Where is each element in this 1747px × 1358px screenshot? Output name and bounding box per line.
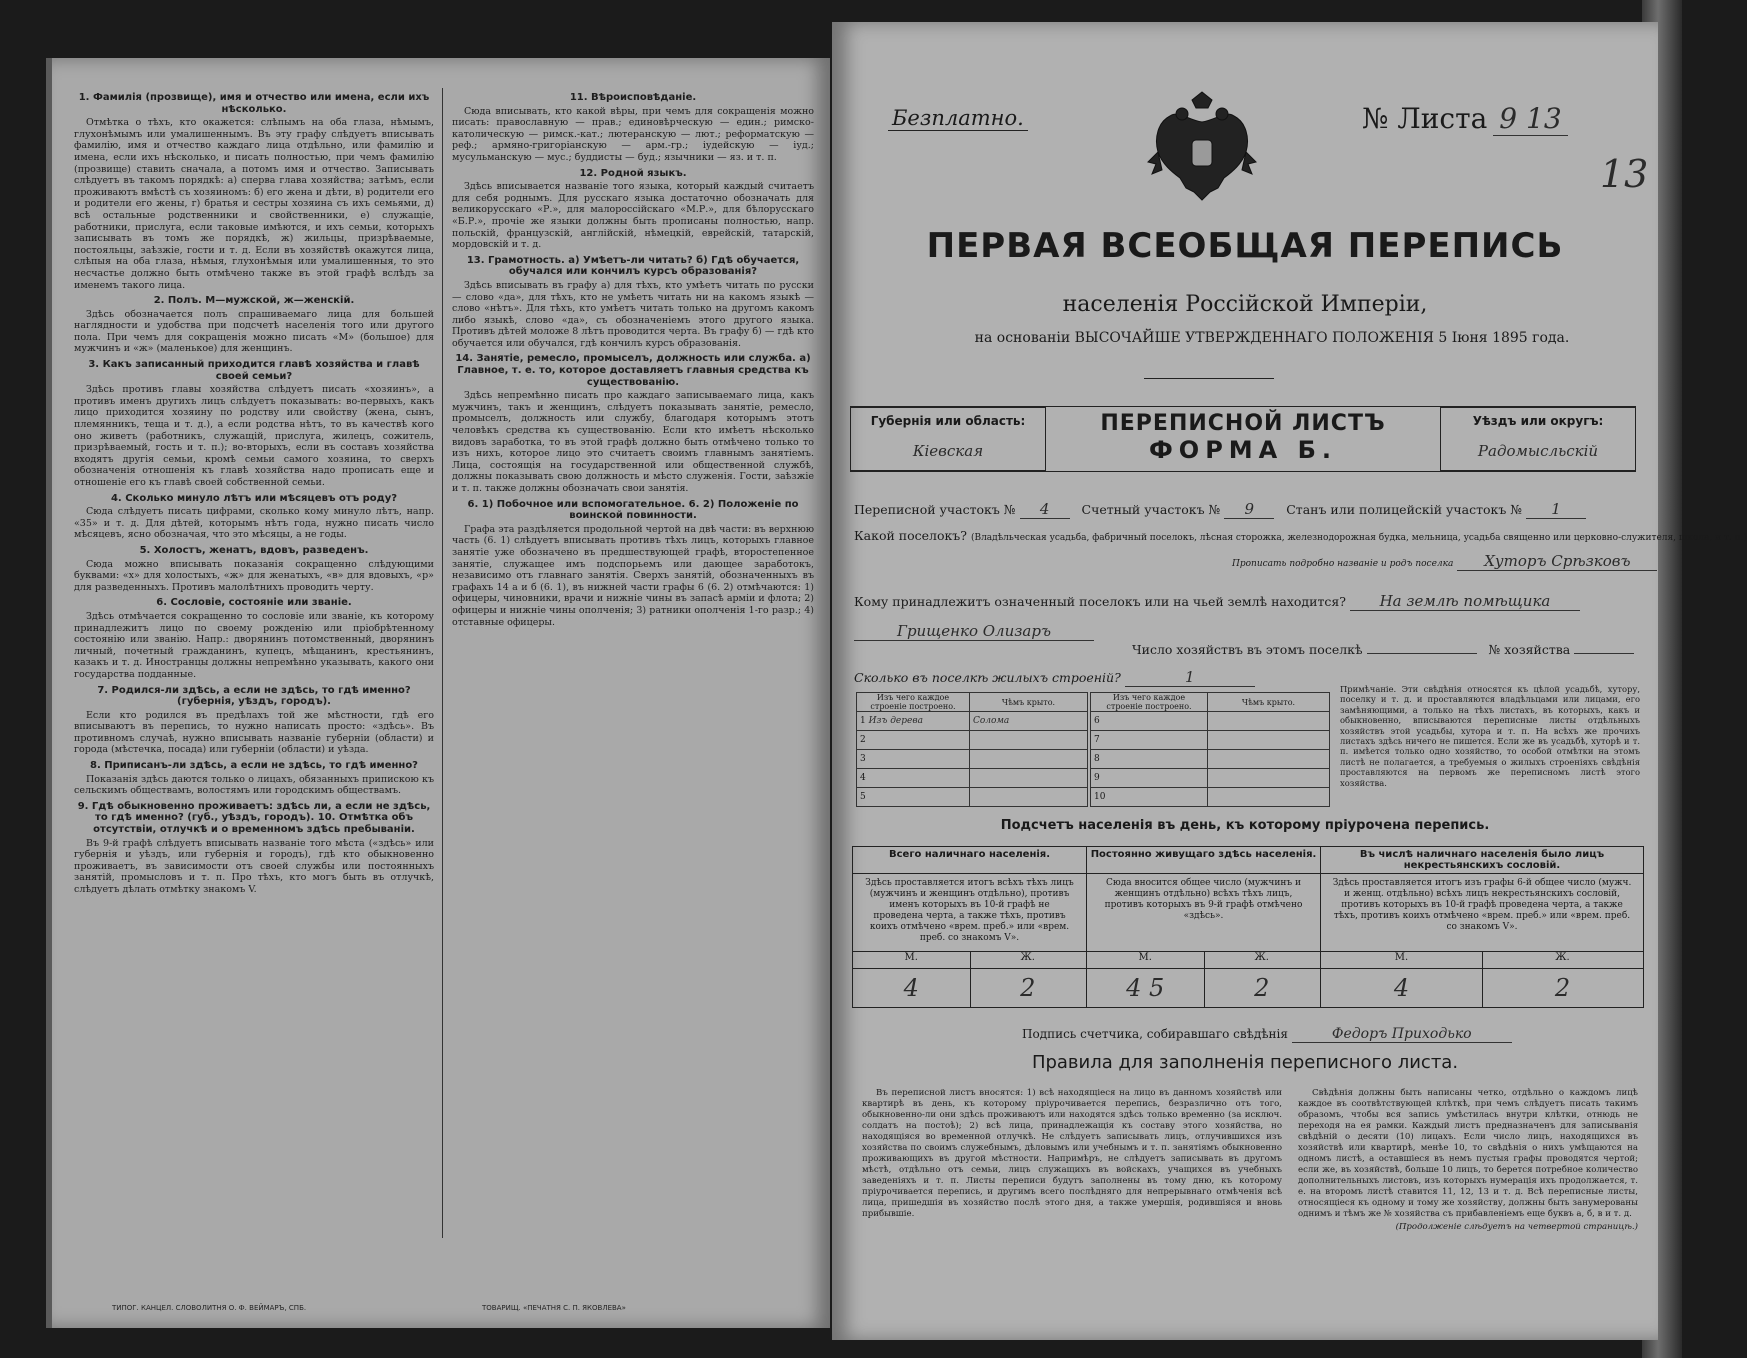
male-label: М.	[1087, 952, 1204, 969]
instruction-text: Графа эта раздѣляется продольной чертой на двѣ части: въ верхнюю часть (6. 1) слѣдуетъ вписывать противъ тѣхъ лицъ, которыхъ главное занятіе уже обозначено въ предшествующей графѣ, второстепенное занятіе, служащее имъ подспорьемъ или дающее заработокъ, независимо отъ главнаго занятія. Сверхъ занятій, обозначенныхъ въ графахъ 14 а и б (6. 1), въ нижней части графы 6 (6. 2) отмѣчаются: 1) офицеры, чиновники, врачи и нижніе чины въ запасѣ арміи и флота; 2) офицеры и нижніе чины ополченія; 3) ратники ополченія 1-го разр.; 4) отставные офицеры.	[452, 523, 814, 628]
female-count[interactable]: 2	[1020, 974, 1036, 1002]
row-number: 9	[1094, 773, 1100, 783]
dwellings-value[interactable]: 1	[1125, 668, 1255, 687]
printer-imprint-left: ТИПОГ. КАНЦЕЛ. СЛОВОЛИТНЯ О. Ф. ВЕЙМАРЪ, СПБ.	[112, 1304, 307, 1312]
male-label: М.	[1321, 952, 1482, 969]
left-instructions-page	[46, 58, 830, 1328]
census-form-page	[832, 22, 1747, 1340]
column-header: Въ числѣ наличнаго населенія было лицъ некрестьянскихъ сословій.	[1321, 847, 1643, 874]
instruction-text: Въ 9-й графѣ слѣдуетъ вписывать названіе того мѣста («здѣсь» или губернія и уѣздъ, или губернія и городъ), гдѣ кто обыкновенно проживаетъ, въ зависимости отъ своей службы или постоянныхъ занятій, промысловъ и т. п. Про тѣхъ, кто могъ быть въ отлучкѣ, слѣдуетъ дѣлать отмѣтку знакомъ V.	[74, 837, 434, 895]
owner-line-2	[854, 622, 1094, 641]
free-of-charge-label: Безплатно.	[888, 106, 1028, 131]
building-type[interactable]: Изъ дерева	[868, 716, 923, 726]
table-row	[857, 750, 1088, 769]
instruction-heading: 8. Приписанъ-ли здѣсь, а если не здѣсь, то гдѣ именно?	[90, 760, 418, 772]
instruction-heading: 9. Гдѣ обыкновенно проживаетъ: здѣсь ли, а если не здѣсь, то гдѣ именно? (губ., уѣздъ, городъ). 10. Отмѣтка объ отсутствіи, отлучкѣ и о временномъ здѣсь пребываніи.	[77, 800, 431, 836]
form-header-box	[850, 406, 1636, 472]
instruction-heading: 11. Вѣроисповѣданіе.	[569, 92, 697, 103]
settlement-value[interactable]: Хуторъ Срѣзковъ	[1457, 552, 1657, 571]
table-row	[1091, 712, 1330, 731]
instruction-text: Здѣсь обозначается полъ спрашиваемаго лица для большей наглядности и удобства при подсчетѣ населенія того или другого пола. При чемъ для сокращенія можно писать «М» (большое) для мужчинъ и «ж» (маленькое) для женщинъ.	[74, 308, 434, 355]
form-title-block	[1050, 407, 1436, 464]
form-title: ПЕРЕПИСНОЙ ЛИСТЪ	[1100, 411, 1386, 436]
instruction-heading: 6. 1) Побочное или вспомогательное. 6. 2) Положеніе по воинской повинности.	[467, 498, 799, 522]
buildings-roof-header: Чѣмъ крыто.	[970, 693, 1088, 712]
female-count[interactable]: 2	[1254, 974, 1270, 1002]
table-row	[1091, 769, 1330, 788]
instruction-text: Отмѣтка о тѣхъ, кто окажется: слѣпымъ на оба глаза, нѣмымъ, глухонѣмымъ или умалишеннымъ. Въ эту графу слѣдуетъ вписывать фамилію, имя и отчество каждаго лица отдѣльно, или фамилію и имена, если ихъ нѣсколько, и писать полностью, при чемъ фамилію (прозвище) ставить сначала, а потомъ имя и отчество. Записывать слѣдуетъ въ такомъ порядкѣ: а) сперва глава хозяйства; затѣмъ, если проживаютъ вмѣстѣ съ хозяиномъ: б) его жена и дѣти, в) родители его и родители его жены, г) братья и сестры хозяина съ ихъ семьями, д) всѣ остальные родственники и свойственники, е) служащіе, работники, прислуга, если таковые имѣются, и ихъ семьи, которыхъ записывать въ томъ же порядкѣ, ж) жильцы, призрѣваемые, постояльцы, заѣзжіе, гости и т. д. Если въ хозяйствѣ окажутся лица, слѣпыя на оба глаза, нѣмыя, глухонѣмыя или умалишенныя, то это несчастье должно быть отмѣчено также въ этой графѣ вслѣдъ за именемъ такого лица.	[74, 117, 434, 291]
rules-title: Правила для заполненія переписного листа.	[1031, 1052, 1459, 1073]
buildings-table-right	[1090, 692, 1330, 807]
province-value[interactable]: Кіевская	[912, 442, 984, 460]
rules-column-1	[862, 1088, 1282, 1222]
printer-imprint-right: ТОВАРИЩ. «ПЕЧАТНЯ С. П. ЯКОВЛЕВА»	[482, 1304, 626, 1312]
non-peasant-population-column	[1321, 847, 1643, 1007]
table-row	[857, 769, 1088, 788]
settlement-hint-2: Прописать подробно названіе и родъ поселка	[1232, 559, 1454, 569]
instruction-heading: 6. Сословіе, состояніе или званіе.	[156, 597, 352, 609]
column-header: Постоянно живущаго здѣсь населенія.	[1087, 847, 1320, 874]
buildings-roof-header: Чѣмъ крыто.	[1208, 693, 1330, 712]
owner-line	[854, 592, 1580, 611]
female-count[interactable]: 2	[1554, 974, 1571, 1002]
population-count-title: Подсчетъ населенія въ день, къ которому пріурочена перепись.	[1000, 818, 1490, 833]
province-label: Губернія или область:	[870, 414, 1026, 428]
province-box	[850, 407, 1046, 471]
present-population-column	[853, 847, 1087, 1007]
count-district-value[interactable]: 9	[1224, 500, 1274, 519]
building-roof[interactable]	[970, 750, 1088, 769]
sheet-number-handwritten: 13	[1600, 152, 1649, 196]
column-divider	[442, 88, 443, 1238]
building-roof[interactable]	[1208, 750, 1330, 769]
instruction-text: Здѣсь вписывать въ графу а) для тѣхъ, кто умѣетъ читать по русски — слово «да», для тѣхъ, кто не умѣетъ читать ни на какомъ языкѣ — слово «нѣтъ». Для тѣхъ, кто умѣетъ читать только на другомъ какомъ либо языкѣ, слово «да», съ обозначеніемъ этого другого языка. Противъ дѣтей моложе 8 лѣтъ проводится черта. Въ графу б) — гдѣ кто обучается или обучался, гдѣ кончилъ курсъ образованія.	[452, 279, 814, 349]
enumerator-signature-line	[1022, 1026, 1512, 1043]
buildings-type-header: Изъ чего каждое строеніе построено.	[857, 693, 970, 712]
rules-text: Въ переписной листъ вносятся: 1) всѣ находящіеся на лицо въ данномъ хозяйствѣ или квартирѣ въ день, къ которому пріурочивается перепись, безразлично отъ того, обыкновенно-ли они здѣсь проживаютъ или находятся здѣсь только временно (за исключ. солдатъ на постоѣ); 2) всѣ лица, принадлежащія къ составу этого хозяйства, но находящіяся во временной отлучкѣ. Не слѣдуетъ записывать лицъ, отлучившихся изъ хозяйства по своимъ служебнымъ, дѣловымъ или учебнымъ и т. п. занятіямъ обыкновенно проживающихъ въ другой мѣстности. Напримѣръ, не слѣдуетъ записывать въ другомъ мѣстѣ, отдѣльно отъ семьи, лицъ служащихъ въ войскахъ, учащихся въ учебныхъ заведеніяхъ и т. п. Листы переписи будутъ заполнены въ тому дню, къ которому пріурочивается перепись, и другимъ всего послѣдняго для непрерывнаго отмѣченія всѣ лица, пришедшія въ хозяйство послѣ этого дня, а также умершія, родившіяся и вновь прибывшіе.	[862, 1088, 1282, 1219]
row-number: 7	[1094, 735, 1100, 745]
female-label: Ж.	[1204, 952, 1321, 969]
male-count[interactable]: 4	[1393, 974, 1410, 1002]
instruction-text: Если кто родился въ предѣлахъ той же мѣстности, гдѣ его вписываютъ въ перепись, то нужно написать просто: «здѣсь». Въ противномъ случаѣ, нужно вписывать названіе губерніи (области) и города (мѣстечка, посада) или губерніи (области) и уѣзда.	[74, 709, 434, 756]
district-label: Уѣздъ или округъ:	[1472, 414, 1604, 428]
female-label: Ж.	[1482, 952, 1643, 969]
instruction-text: Здѣсь противъ главы хозяйства слѣдуетъ писать «хозяинъ», а противъ именъ другихъ лицъ слѣдуетъ показывать: во-первыхъ, какъ лицо приходится хозяину по родству или свойству (жена, сынъ, племянникъ, теща и т. д.), а если родства нѣтъ, то въ качествѣ кого оно живетъ (работникъ, служащій, прислуга, жилецъ, сожитель, призрѣваемый, гость и т. п.); во-вторыхъ, если въ составъ хозяйства входятъ другія семьи, кромѣ семьи самого хозяина, то сверхъ обозначенія отношенія къ главѣ хозяйства надо прописать еще и отношеніе его къ главѣ своей собственной семьи.	[74, 384, 434, 488]
instruction-text: Сюда можно вписывать показанія сокращенно слѣдующими буквами: «х» для холостыхъ, «ж» для женатыхъ, «в» для вдовыхъ, «р» для разведенныхъ. Противъ малолѣтнихъ проводить черту.	[74, 558, 434, 593]
building-roof[interactable]: Солома	[970, 712, 1088, 731]
instruction-text: Здѣсь отмѣчается сокращенно то сословіе или званіе, къ которому принадлежитъ лицо по своему рожденію или пріобрѣтенному состоянію или званію. Напр.: дворянинъ потомственный, дворянинъ личный, почетный гражданинъ, купецъ, мѣщанинъ, крестьянинъ, казакъ и т. д. Иностранцы должны непремѣнно указывать, какого они государства подданные.	[74, 610, 434, 680]
building-roof[interactable]	[1208, 712, 1330, 731]
dwellings-label: Сколько въ поселкѣ жилыхъ строеній?	[854, 670, 1121, 685]
row-number: 3	[860, 754, 866, 764]
rules-column-2	[1298, 1088, 1638, 1233]
buildings-type-header: Изъ чего каждое строеніе построено.	[1091, 693, 1208, 712]
instruction-text: Здѣсь вписывается названіе того языка, который каждый считаетъ для себя роднымъ. Для русскаго языка достаточно обозначать для великорусскаго «Р.», для малороссійскаго «М.Р.», для бѣлорусскаго «Б.Р.», прочіе же языки должны быть прописаны полностью, напр. польскій, французскій, англійскій, нѣмецкій, еврейскій, татарскій, мордовскій и т. д.	[452, 181, 814, 251]
building-roof[interactable]	[970, 769, 1088, 788]
rules-text: Свѣдѣнія должны быть написаны четко, отдѣльно о каждомъ лицѣ каждое въ соотвѣтствующей клѣткѣ, при чемъ слѣдуетъ писать такимъ образомъ, чтобы вся запись умѣстилась внутри клѣтки, отнюдь не переходя на ея рамки. Каждый листъ предназначенъ для записыванія свѣдѣній о десяти (10) лицахъ. Если число лицъ, находящихся въ хозяйствѣ или квартирѣ, менѣе 10, то свѣдѣнія о нихъ умѣщаются на одномъ листѣ, а оставшіеся въ немъ пустыя графы проводятся чертой; если же, въ хозяйствѣ, больше 10 лицъ, то берется потребное количество дополнительныхъ листовъ, изъ которыхъ нумерація ихъ продолжается, т. е. на второмъ листѣ ставится 11, 12, 13 и т. д. Всѣ переписные листы, относящіеся къ одному и тому же хозяйству, должны быть занумерованы однимъ и тѣмъ же № хозяйства съ прибавленіемъ еще буквъ а, б, в и т. д.	[1298, 1088, 1638, 1219]
census-district-label: Переписной участокъ №	[854, 502, 1016, 517]
census-title: ПЕРВАЯ ВСЕОБЩАЯ ПЕРЕПИСЬ	[926, 226, 1564, 266]
buildings-table-left	[856, 692, 1088, 807]
row-number: 8	[1094, 754, 1100, 764]
building-roof[interactable]	[1208, 769, 1330, 788]
table-row	[857, 712, 1088, 731]
instruction-heading: 12. Родной языкъ.	[579, 167, 687, 179]
row-number: 2	[860, 735, 866, 745]
instruction-heading: 2. Полъ. М—мужской, ж—женскій.	[153, 295, 355, 307]
column-header: Всего наличнаго населенія.	[853, 847, 1086, 874]
owner-label: Кому принадлежитъ означенный поселокъ или на чьей землѣ находится?	[854, 594, 1346, 609]
row-number: 5	[860, 792, 866, 802]
instructions-column-1	[74, 88, 434, 899]
household-number-value[interactable]	[1574, 653, 1634, 654]
column-description: Сюда вносится общее число (мужчинъ и женщинъ отдѣльно) всѣхъ тѣхъ лицъ, противъ которыхъ въ 9-й графѣ отмѣчено «здѣсь».	[1104, 878, 1303, 921]
districts-line	[854, 500, 1586, 519]
instruction-heading: 13. Грамотность. а) Умѣетъ-ли читать? б) Гдѣ обучается, обучался или кончилъ курсъ образованія?	[466, 254, 800, 278]
male-count[interactable]: 4	[903, 974, 919, 1002]
households-value[interactable]	[1367, 653, 1477, 654]
instruction-text: Сюда вписывать, кто какой вѣры, при чемъ для сокращенія можно писать: православную — прав.; единовѣрческую — един.; римско-католическую — римск.-кат.; лютеранскую — лют.; реформатскую — реф.; армяно-григоріанскую — арм.-гр.; іудейскую — іуд.; мусульманскую — мус.; буддисты — буд.; язычники — яз. и т. п.	[452, 105, 814, 163]
row-number: 4	[860, 773, 866, 783]
female-label: Ж.	[970, 952, 1087, 969]
male-label: М.	[853, 952, 970, 969]
settlement-hint: (Владѣльческая усадьба, фабричный поселокъ, лѣсная сторожка, железнодорожная будка, мельница, усадьба священно или церковно-служителя, школа, и т. п.)	[970, 533, 1747, 543]
households-line	[1132, 642, 1634, 657]
row-number: 6	[1094, 716, 1100, 726]
instruction-heading: 14. Занятіе, ремесло, промыселъ, должность или служба. а) Главное, т. е. то, которое доставляетъ главныя средства къ существованію.	[455, 353, 811, 388]
sheet-number-value: 9 13	[1493, 102, 1567, 136]
instructions-column-2	[452, 88, 814, 631]
instruction-text: Сюда слѣдуетъ писать цифрами, сколько кому минуло лѣтъ, напр. «35» и т. д. Для дѣтей, которымъ нѣтъ года, нужно писать число мѣсяцевъ, ясно обозначая, что это мѣсяцы, а не годы.	[74, 506, 434, 541]
instruction-heading: 5. Холостъ, женатъ, вдовъ, разведенъ.	[139, 544, 369, 556]
male-count[interactable]: 4 5	[1126, 974, 1165, 1002]
resident-population-column	[1087, 847, 1321, 1007]
building-roof[interactable]	[1208, 731, 1330, 750]
household-number-label: № хозяйства	[1488, 642, 1571, 657]
census-subtitle: населенія Россійской Имперіи,	[1062, 292, 1428, 317]
owner-value[interactable]: На землѣ помѣщика	[1350, 592, 1580, 611]
instruction-text: Показанія здѣсь даются только о лицахъ, обязанныхъ припискою къ сельскимъ обществамъ, волостямъ или городскимъ обществамъ.	[74, 773, 434, 797]
census-district-value[interactable]: 4	[1020, 500, 1070, 519]
signature-label: Подпись счетчика, собиравшаго свѣдѣнія	[1022, 1027, 1288, 1041]
settlement-line	[854, 528, 1747, 543]
instruction-heading: 7. Родился-ли здѣсь, а если не здѣсь, то гдѣ именно? (губернія, уѣздъ, городъ).	[97, 684, 411, 708]
table-row	[1091, 788, 1330, 807]
census-legal-basis: на основаніи ВЫСОЧАЙШЕ УТВЕРЖДЕННАГО ПОЛОЖЕНІЯ 5 Іюня 1895 года.	[974, 330, 1570, 346]
stan-label: Станъ или полицейскій участокъ №	[1286, 502, 1523, 517]
instruction-heading: 3. Какъ записанный приходится главѣ хозяйства и главѣ своей семьи?	[88, 359, 420, 382]
stan-value[interactable]: 1	[1526, 500, 1586, 519]
buildings-note: Примѣчаніе. Эти свѣдѣнія относятся къ цѣлой усадьбѣ, хутору, поселку и т. д. и проставляются владѣльцами или лицами, его замѣняющими, а только на тѣхъ листахъ, въ которыхъ, какъ и обыкновенно, вписываются переписные листы отдѣльныхъ хозяйствъ этой усадьбы, хутора и т. п. На всѣхъ же прочихъ листахъ здѣсь ничего не пишется. Если же въ усадьбѣ, хуторѣ и т. п. имѣется только одно хозяйство, то особой отмѣтки на этомъ листѣ не полагается, а требуемыя о жилыхъ строеніяхъ свѣдѣнія проставляются на первомъ же переписномъ листѣ этого хозяйства.	[1340, 684, 1640, 788]
settlement-label: Какой поселокъ?	[854, 528, 967, 543]
building-roof[interactable]	[1208, 788, 1330, 807]
building-roof[interactable]	[970, 788, 1088, 807]
double-headed-eagle-icon	[1148, 92, 1256, 210]
row-number: 10	[1094, 792, 1106, 802]
settlement-detail-line	[1232, 552, 1657, 571]
signature-value[interactable]: Федоръ Приходько	[1292, 1026, 1512, 1043]
owner-value-2[interactable]: Грищенко Олизаръ	[854, 622, 1094, 641]
district-value[interactable]: Радомысльскій	[1477, 442, 1599, 460]
district-box	[1440, 407, 1636, 471]
table-row	[1091, 731, 1330, 750]
table-row	[1091, 750, 1330, 769]
column-description: Здѣсь проставляется итогъ всѣхъ тѣхъ лицъ (мужчинъ и женщинъ отдѣльно), противъ именъ которыхъ въ 10-й графѣ не проведена черта, а также тѣхъ, противъ коихъ отмѣчено «врем. преб.» или «врем. преб. со знакомъ V».	[865, 878, 1074, 943]
households-label: Число хозяйствъ въ этомъ поселкѣ	[1132, 642, 1363, 657]
instruction-heading: 4. Сколько минуло лѣтъ или мѣсяцевъ отъ роду?	[110, 492, 398, 504]
row-number: 1	[860, 716, 866, 726]
form-name: ФОРМА Б.	[1148, 436, 1337, 464]
population-count-table	[852, 846, 1644, 1008]
building-roof[interactable]	[970, 731, 1088, 750]
instruction-heading: 1. Фамилія (прозвище), имя и отчество или имена, если ихъ нѣсколько.	[78, 92, 430, 115]
count-district-label: Счетный участокъ №	[1081, 502, 1221, 517]
table-row	[857, 788, 1088, 807]
instruction-text: Здѣсь непремѣнно писать про каждаго записываемаго лица, какъ мужчинъ, такъ и женщинъ, слѣдуетъ показывать занятіе, ремесло, промыселъ, должность или службу, благодаря которымъ этотъ человѣкъ средства къ существованію. Если кто имѣетъ нѣсколько видовъ заработка, то въ этой графѣ должно быть отмѣчено только то изъ нихъ, которое лицо это считаетъ своимъ главнымъ занятіемъ. Лица, состоящія на государственной или общественной службѣ, должны показывать свою должность и мѣсто служенія. Гости, заѣзжіе и т. п. также должны обозначать свои занятія.	[452, 390, 814, 494]
title-divider	[1144, 378, 1274, 379]
sheet-number-label: № Листа	[1362, 102, 1488, 135]
column-description: Здѣсь проставляется итогъ изъ графы 6-й общее число (мужч. и женщ. отдѣльно) всѣхъ лицъ некрестьянскихъ сословій, противъ которыхъ въ 10-й графѣ проведена черта, а также тѣхъ, противъ коихъ отмѣчено «врем. преб.» или «врем. преб. со знакомъ V».	[1332, 878, 1632, 932]
continued-note: (Продолженіе слѣдуетъ на четвертой страницѣ.)	[1395, 1222, 1638, 1232]
sheet-number-field	[1362, 102, 1568, 135]
table-row	[857, 731, 1088, 750]
dwellings-line	[854, 668, 1255, 687]
